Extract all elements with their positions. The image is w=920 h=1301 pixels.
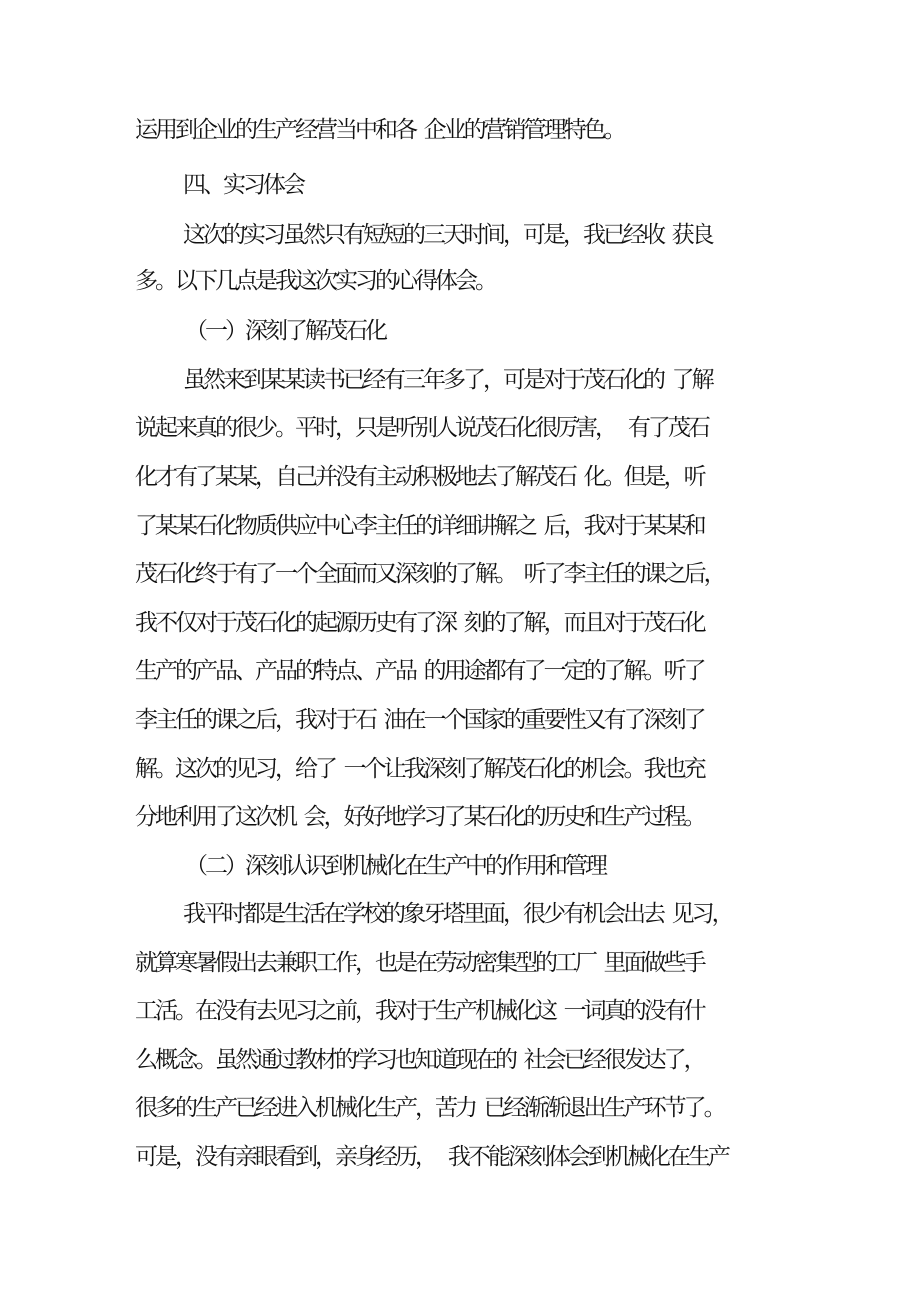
text-line: 么概念。虽然通过教材的学习也知道现在的 社会已经很发达了，: [135, 1047, 704, 1073]
text-line: 工活。在没有去见习之前，我对于生产机械化这 一词真的没有什: [135, 998, 704, 1024]
subsection-heading: （一）深刻了解茂石化: [185, 318, 385, 344]
text-line: 李主任的课之后，我对于石 油在一个国家的重要性又有了深刻了: [135, 707, 704, 733]
text-line: 我平时都是生活在学校的象牙塔里面，很少有机会出去 见习，: [183, 901, 732, 927]
text-line: 多。以下几点是我这次实习的心得体会。: [135, 268, 495, 294]
text-line: 很多的生产已经进入机械化生产，苦力 已经渐渐退出生产环节了。: [135, 1095, 724, 1121]
text-line: 我不仅对于茂石化的起源历史有了深 刻的了解，而且对于茂石化: [135, 610, 704, 636]
text-line: 茂石化终于有了一个全面而又深刻的了解。 听了李主任的课之后，: [135, 561, 724, 587]
subsection-heading: （二）深刻认识到机械化在生产中的作用和管理: [185, 853, 605, 879]
text-line: 运用到企业的生产经营当中和各 企业的营销管理特色。: [135, 117, 624, 143]
text-line: 就算寒暑假出去兼职工作，也是在劳动密集型的工厂 里面做些手: [135, 950, 704, 976]
section-heading: 四、实习体会: [183, 172, 303, 198]
text-line: 这次的实习虽然只有短短的三天时间，可是，我已经收 获良: [183, 222, 712, 248]
text-line: 分地利用了这次机 会，好好地学习了某石化的历史和生产过程。: [135, 804, 704, 830]
text-line: 解。这次的见习，给了 一个让我深刻了解茂石化的机会。我也充: [135, 756, 704, 782]
text-line: 可是，没有亲眼看到，亲身经历， 我不能深刻体会到机械化在生产: [135, 1144, 728, 1170]
text-line: 说起来真的很少。平时，只是听别人说茂石化很厉害， 有了茂石: [135, 415, 708, 441]
text-line: 化才有了某某，自己并没有主动积极地去了解茂石 化。但是，听: [135, 464, 704, 490]
text-line: 生产的产品、产品的特点、产品 的用途都有了一定的了解。听了: [135, 658, 704, 684]
text-line: 了某某石化物质供应中心李主任的详细讲解之 后，我对于某某和: [135, 513, 704, 539]
text-line: 虽然来到某某读书已经有三年多了，可是对于茂石化的 了解: [183, 367, 712, 393]
